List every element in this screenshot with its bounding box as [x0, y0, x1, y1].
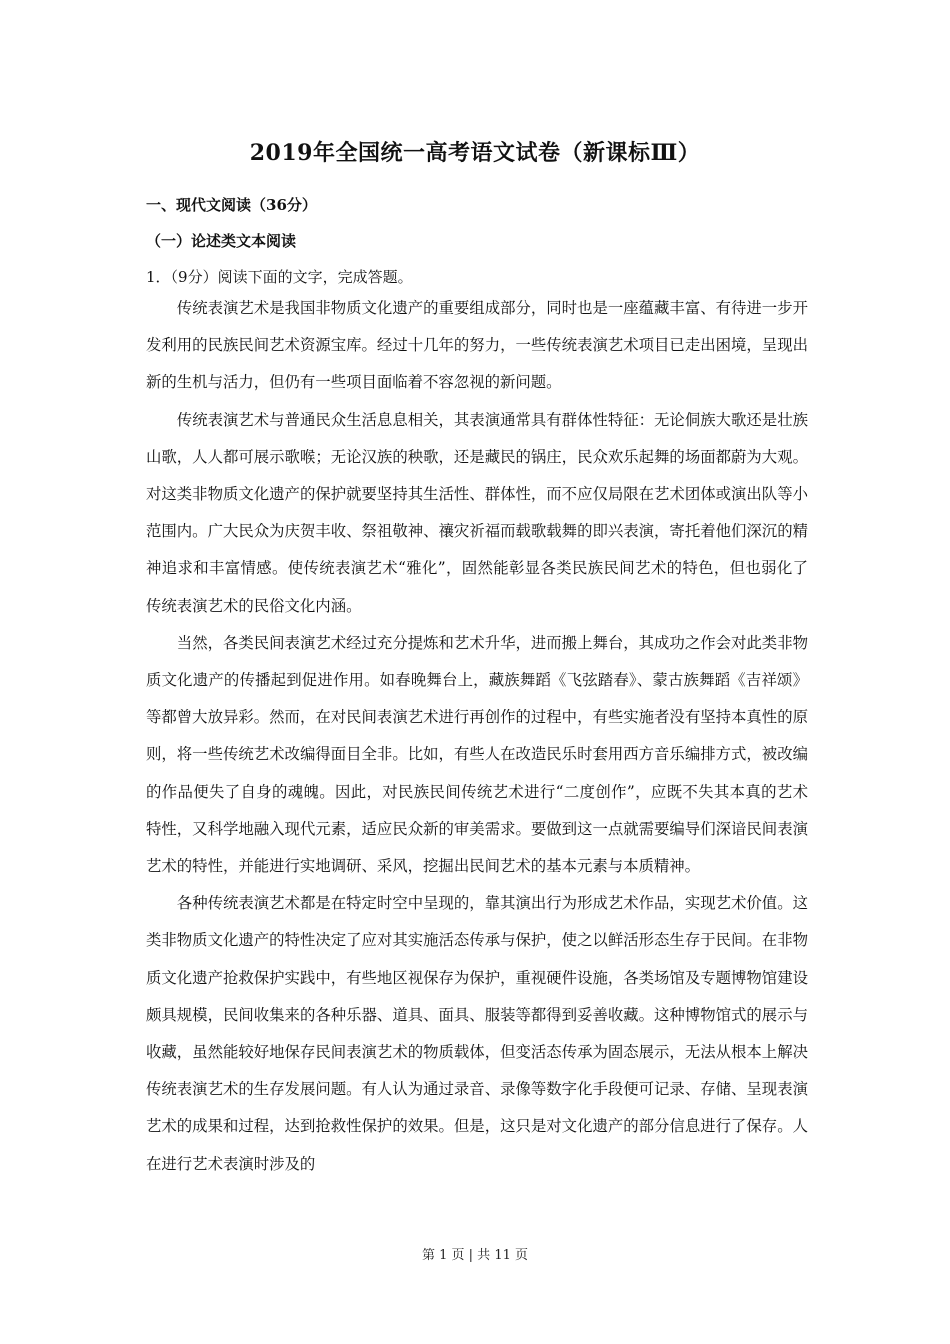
paragraph: 传统表演艺术是我国非物质文化遗产的重要组成部分，同时也是一座蕴藏丰富、有待进一步开发利用的民族民间艺术资源宝库。经过十几年的努力，一些传统表演艺术项目已走出困境，呈现出新的生机与活力，但仍有一些项目面临着不容忽视的新问题。 [146, 299, 808, 392]
section-heading: 一、现代文阅读（36分） [146, 196, 317, 214]
subsection-heading: （一）论述类文本阅读 [146, 232, 297, 250]
paragraph: 各种传统表演艺术都是在特定时空中呈现的，靠其演出行为形成艺术作品，实现艺术价值。这类非物质文化遗产的特性决定了应对其实施活态传承与保护，使之以鲜活形态生存于民间。在非物质文化遗产抢救保护实践中，有些地区视保存为保护，重视硬件设施，各类场馆及专题博物馆建设颇具规模，民间收集来的各种乐器、道具、面具、服装等都得到妥善收藏。这种博物馆式的展示与收藏，虽然能较好地保存民间表演艺术的物质载体，但变活态传承为固态展示，无法从根本上解决传统表演艺术的生存发展问题。有人认为通过录音、录像等数字化手段便可记录、存储、呈现表演艺术的成果和过程，达到抢救性保护的效果。但是，这只是对文化遗产的部分信息进行了保存。人在进行艺术表演时涉及的 [146, 894, 808, 1173]
document-title: 2019年全国统一高考语文试卷（新课标Ⅲ） [249, 140, 701, 166]
page-footer: 第 1 页 | 共 11 页 [422, 1248, 528, 1263]
question-prompt: 1．（9分）阅读下面的文字，完成答题。 [146, 268, 413, 286]
paragraph: 当然，各类民间表演艺术经过充分提炼和艺术升华，进而搬上舞台，其成功之作会对此类非物质文化遗产的传播起到促进作用。如春晚舞台上，藏族舞蹈《飞弦踏春》、蒙古族舞蹈《吉祥颂》等都曾大放异彩。然而，在对民间表演艺术进行再创作的过程中，有些实施者没有坚持本真性的原则，将一些传统艺术改编得面目全非。比如，有些人在改造民乐时套用西方音乐编排方式，被改编的作品便失了自身的魂魄。因此，对民族民间传统艺术进行“二度创作”，应既不失其本真的艺术特性，又科学地融入现代元素，适应民众新的审美需求。要做到这一点就需要编导们深谙民间表演艺术的特性，并能进行实地调研、采风，挖掘出民间艺术的基本元素与本质精神。 [146, 633, 808, 876]
document-body [146, 188, 808, 1183]
paragraph: 传统表演艺术与普通民众生活息息相关，其表演通常具有群体性特征：无论侗族大歌还是壮族山歌，人人都可展示歌喉；无论汉族的秧歌，还是藏民的锅庄，民众欢乐起舞的场面都蔚为大观。对这类非物质文化遗产的保护就要坚持其生活性、群体性，而不应仅局限在艺术团体或演出队等小范围内。广大民众为庆贺丰收、祭祖敬神、禳灾祈福而载歌载舞的即兴表演，寄托着他们深沉的精神追求和丰富情感。使传统表演艺术“雅化”，固然能彰显各类民族民间艺术的特色，但也弱化了传统表演艺术的民俗文化内涵。 [146, 410, 808, 615]
